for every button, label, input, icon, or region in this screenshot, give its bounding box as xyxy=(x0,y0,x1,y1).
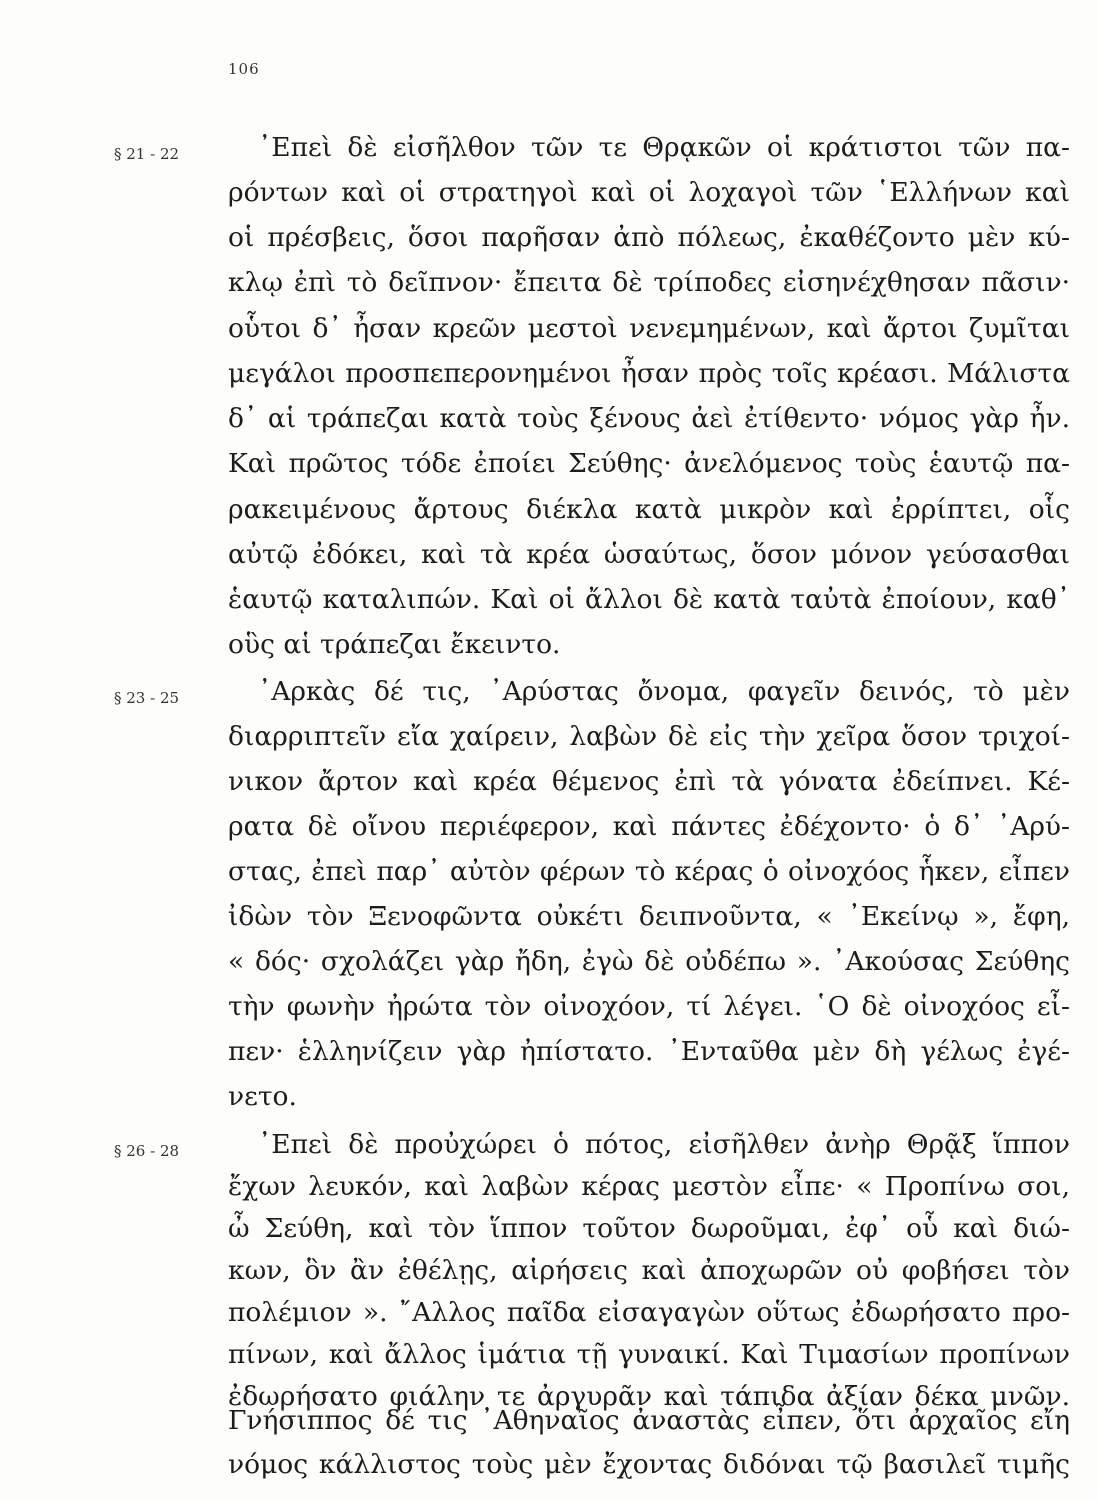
section-marker: § 23 - 25 xyxy=(114,689,180,707)
text-line: κων, ὃν ἂν ἐθέλῃς, αἱρήσεις καὶ ἀποχωρῶν οὐ φοβήσει τὸν xyxy=(228,1255,1070,1286)
text-line: ᾿Επεὶ δὲ προὐχώρει ὁ πότος, εἰσῆλθεν ἀνὴρ Θρᾷξ ἵππον xyxy=(258,1129,1070,1160)
text-line: αὐτῷ ἐδόκει, καὶ τὰ κρέα ὡσαύτως, ὅσον μόνον γεύσασθαι xyxy=(228,539,1070,570)
section-marker: § 21 - 22 xyxy=(114,145,180,163)
text-line: ὦ Σεύθη, καὶ τὸν ἵππον τοῦτον δωροῦμαι, ἐφ᾿ οὗ καὶ διώ- xyxy=(228,1213,1070,1244)
text-line: « δός· σχολάζει γὰρ ἤδη, ἐγὼ δὲ οὐδέπω ». ᾿Ακούσας Σεύθης xyxy=(228,946,1070,977)
text-line: ἰδὼν τὸν Ξενοφῶντα οὐκέτι δειπνοῦντα, « ᾿Εκείνῳ », ἔφη, xyxy=(228,901,1070,932)
text-line: μεγάλοι προσπεπερονημένοι ἦσαν πρὸς τοῖς κρέασι. Μάλιστα xyxy=(228,358,1070,389)
text-line: οἱ πρέσβεις, ὅσοι παρῆσαν ἀπὸ πόλεως, ἐκαθέζοντο μὲν κύ- xyxy=(228,222,1070,253)
text-line: ᾿Αρκὰς δέ τις, ᾿Αρύστας ὄνομα, φαγεῖν δεινός, τὸ μὲν xyxy=(258,676,1070,707)
text-line: ρατα δὲ οἴνου περιέφερον, καὶ πάντες ἐδέχοντο· ὁ δ᾿ ᾿Αρύ- xyxy=(228,811,1070,842)
text-line: πολέμιον ». ῎Αλλος παῖδα εἰσαγαγὼν οὕτως ἐδωρήσατο προ- xyxy=(228,1297,1070,1328)
text-line: ἐδωρήσατο φιάλην τε ἀργυρᾶν καὶ τάπιδα ἀξίαν δέκα μνῶν. xyxy=(228,1381,1070,1412)
page-number: 106 xyxy=(228,60,260,78)
text-line: ἔχων λευκόν, καὶ λαβὼν κέρας μεστὸν εἶπε· « Προπίνω σοι, xyxy=(228,1171,1070,1202)
text-line: Καὶ πρῶτος τόδε ἐποίει Σεύθης· ἀνελόμενος τοὺς ἑαυτῷ πα- xyxy=(228,448,1070,479)
text-line: πεν· ἑλληνίζειν γὰρ ἠπίστατο. ᾿Ενταῦθα μὲν δὴ γέλως ἐγέ- xyxy=(228,1036,1070,1067)
text-line: στας, ἐπεὶ παρ᾿ αὐτὸν φέρων τὸ κέρας ὁ οἰνοχόος ἧκεν, εἶπεν xyxy=(228,856,1070,887)
text-line: κλῳ ἐπὶ τὸ δεῖπνον· ἔπειτα δὲ τρίποδες εἰσηνέχθησαν πᾶσιν· xyxy=(228,267,1070,298)
text-line: ρακειμένους ἄρτους διέκλα κατὰ μικρὸν καὶ ἐρρίπτει, οἷς xyxy=(228,494,1070,525)
text-line: ᾿Επεὶ δὲ εἰσῆλθον τῶν τε Θρᾳκῶν οἱ κράτιστοι τῶν πα- xyxy=(258,132,1070,163)
text-line: διαρριπτεῖν εἴα χαίρειν, λαβὼν δὲ εἰς τὴν χεῖρα ὅσον τριχοί- xyxy=(228,721,1070,752)
section-marker: § 26 - 28 xyxy=(114,1142,180,1160)
text-line: οὓς αἱ τράπεζαι ἔκειντο. xyxy=(228,629,561,660)
text-line: νόμος κάλλιστος τοὺς μὲν ἔχοντας διδόναι τῷ βασιλεῖ τιμῆς xyxy=(228,1449,1070,1480)
text-line: Γνήσιππος δέ τις ᾿Αθηναῖος ἀναστὰς εἶπεν, ὅτι ἀρχαῖος εἴη xyxy=(228,1405,1070,1436)
text-line: νικον ἄρτον καὶ κρέα θέμενος ἐπὶ τὰ γόνατα ἐδείπνει. Κέ- xyxy=(228,766,1070,797)
text-line: δ᾿ αἱ τράπεζαι κατὰ τοὺς ξένους ἀεὶ ἐτίθεντο· νόμος γὰρ ἦν. xyxy=(228,403,1070,434)
text-line: τὴν φωνὴν ἠρώτα τὸν οἰνοχόον, τί λέγει. ῾Ο δὲ οἰνοχόος εἶ- xyxy=(228,991,1070,1022)
text-line: ρόντων καὶ οἱ στρατηγοὶ καὶ οἱ λοχαγοὶ τῶν ῾Ελλήνων καὶ xyxy=(228,177,1070,208)
text-line: πίνων, καὶ ἄλλος ἱμάτια τῇ γυναικί. Καὶ Τιμασίων προπίνων xyxy=(228,1339,1070,1370)
text-line: ἑαυτῷ καταλιπών. Καὶ οἱ ἄλλοι δὲ κατὰ ταὐτὰ ἐποίουν, καθ᾿ xyxy=(228,584,1070,615)
text-line: νετο. xyxy=(228,1081,297,1112)
text-line: οὗτοι δ᾿ ἦσαν κρεῶν μεστοὶ νενεμημένων, καὶ ἄρτοι ζυμῖται xyxy=(228,313,1070,344)
